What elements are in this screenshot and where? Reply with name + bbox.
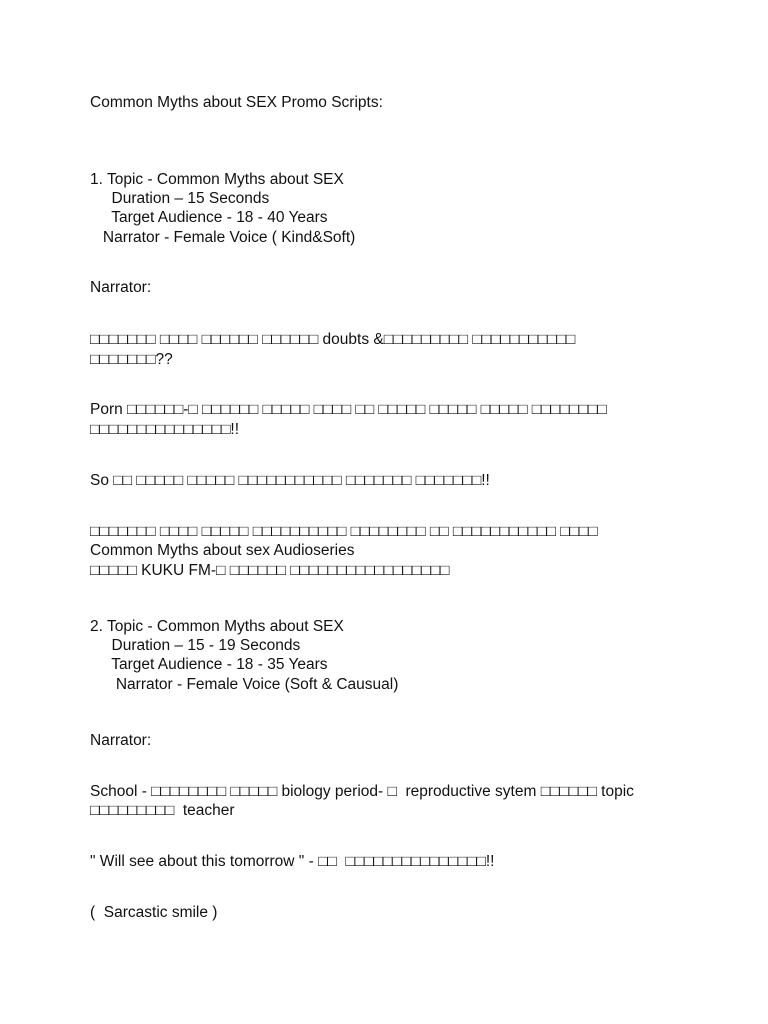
- script2-narrator: Narrator - Female Voice (Soft & Causual): [90, 676, 399, 693]
- script1-topic: 1. Topic - Common Myths about SEX: [90, 171, 344, 188]
- script2-paragraph-3-line-1: ( Sarcastic smile ): [90, 904, 218, 921]
- script1-narrator: Narrator - Female Voice ( Kind&Soft): [90, 229, 356, 246]
- script1-paragraph-1-line-2: □□□□□□□??: [90, 351, 173, 368]
- script1-narrator-label: Narrator:: [90, 279, 152, 296]
- script1-paragraph-1-line-1: □□□□□□□ □□□□ □□□□□□ □□□□□□ doubts &□□□□□□□□□ □□□□□□□□□□□: [90, 331, 576, 348]
- script1-paragraph-2-line-1: Porn □□□□□□-□ □□□□□□ □□□□□ □□□□ □□ □□□□□ □□□□□ □□□□□ □□□□□□□□: [90, 401, 607, 418]
- script1-paragraph-4-line-1: □□□□□□□ □□□□ □□□□□ □□□□□□□□□□ □□□□□□□□ □□ □□□□□□□□□□□ □□□□: [90, 523, 598, 540]
- script2-paragraph-2-line-1: " Will see about this tomorrow " - □□ □□□□□□□□□□□□□□□!!: [90, 853, 495, 870]
- script2-topic: 2. Topic - Common Myths about SEX: [90, 618, 344, 635]
- script1-paragraph-3-line-1: So □□ □□□□□ □□□□□ □□□□□□□□□□□ □□□□□□□ □□□□□□□!!: [90, 472, 490, 489]
- script2-duration: Duration – 15 - 19 Seconds: [90, 637, 301, 654]
- script2-narrator-label: Narrator:: [90, 732, 152, 749]
- script2-paragraph-1-line-1: School - □□□□□□□□ □□□□□ biology period- □ reproductive sytem □□□□□□ topic: [90, 783, 634, 800]
- script1-paragraph-2-line-2: □□□□□□□□□□□□□□□!!: [90, 421, 240, 438]
- script1-duration: Duration – 15 Seconds: [90, 190, 270, 207]
- script1-audience: Target Audience - 18 - 40 Years: [90, 209, 328, 226]
- script2-audience: Target Audience - 18 - 35 Years: [90, 656, 328, 673]
- script2-paragraph-1-line-2: □□□□□□□□□ teacher: [90, 802, 235, 819]
- document-title: Common Myths about SEX Promo Scripts:: [90, 94, 383, 111]
- script1-paragraph-4-line-2: Common Myths about sex Audioseries: [90, 542, 355, 559]
- script1-paragraph-4-line-3: □□□□□ KUKU FM-□ □□□□□□ □□□□□□□□□□□□□□□□□: [90, 562, 450, 579]
